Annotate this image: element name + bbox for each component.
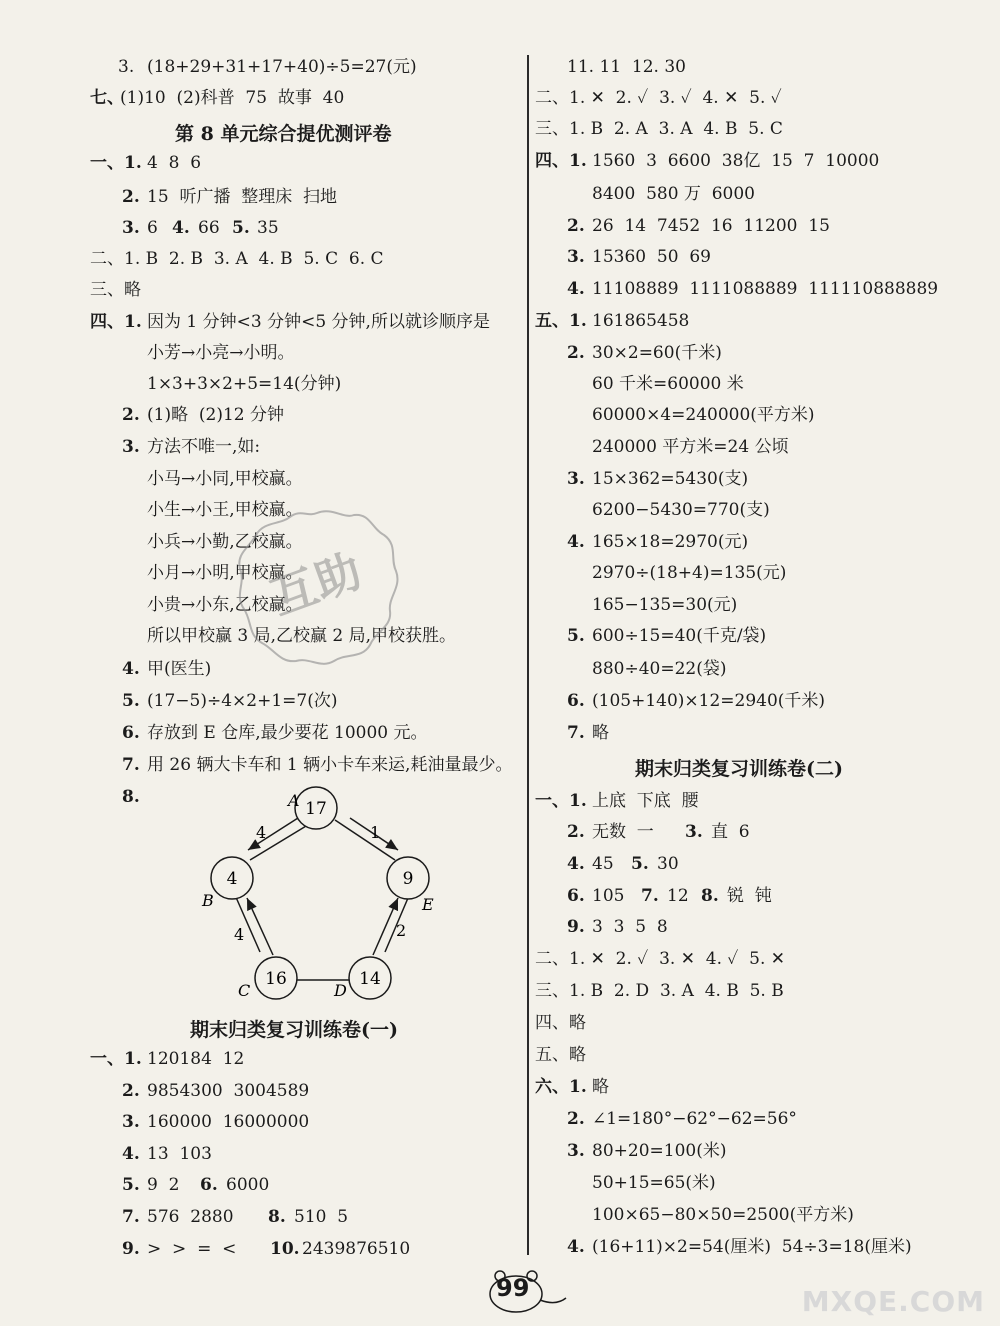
answer-text: 因为 1 分钟<3 分钟<5 分钟,所以就诊顺序是 — [147, 312, 490, 332]
answer-line: 三、1. B 2. D 3. A 4. B 5. B — [535, 981, 784, 1001]
answer-text: 略 — [592, 723, 609, 743]
answer-line: 五、略 — [535, 1045, 586, 1065]
answer-text: > > = < — [147, 1239, 237, 1259]
answer-text: 13 103 — [147, 1144, 212, 1164]
answer-num: 4. — [122, 1144, 140, 1164]
answer-text: 26 14 7452 16 11200 15 — [592, 216, 830, 236]
answer-num: 2. — [567, 1109, 585, 1129]
answer-num: 3. — [567, 1141, 585, 1161]
answer-text: 6 — [147, 218, 158, 238]
answer-num: 5. — [122, 691, 140, 711]
answer-line: 二、1. ✕ 2. ✓ 3. ✓ 4. ✕ 5. ✓ — [535, 88, 782, 108]
answer-text: 用 26 辆大卡车和 1 辆小卡车来运,耗油量最少。 — [147, 755, 513, 775]
pentagon-diagram — [190, 780, 450, 1000]
answer-text: (16+11)×2=54(厘米) 54÷3=18(厘米) — [592, 1237, 912, 1257]
answer-num: 3. — [122, 437, 140, 457]
section-num: 五、1. — [535, 311, 587, 331]
answer-text: 510 5 — [294, 1207, 349, 1227]
answer-num: 9. — [122, 1239, 140, 1259]
answer-num: 4. — [567, 279, 585, 299]
answer-text: 略 — [592, 1077, 609, 1097]
column-divider — [527, 55, 529, 1255]
answer-text: 1560 3 6600 38亿 15 7 10000 — [592, 151, 880, 171]
edge-A-E — [335, 820, 395, 860]
answer-text: 9854300 3004589 — [147, 1081, 310, 1101]
answer-text: 165×18=2970(元) — [592, 532, 749, 552]
match-line: 小马→小同,甲校赢。 — [147, 469, 303, 489]
answer-text: 2970÷(18+4)=135(元) — [592, 563, 787, 583]
match-line: 所以甲校赢 3 局,乙校赢 2 局,甲校获胜。 — [147, 626, 457, 646]
answer-text: 600÷15=40(千克/袋) — [592, 626, 767, 646]
answer-text: 8400 580 万 6000 — [592, 184, 755, 204]
answer-num: 5. — [631, 854, 649, 874]
answer-text: 锐 钝 — [727, 886, 772, 906]
section-num: 一、1. — [90, 153, 142, 173]
answer-line: 三、略 — [90, 280, 141, 300]
answer-text: 240000 平方米=24 公顷 — [592, 437, 789, 457]
answer-num: 2. — [567, 822, 585, 842]
answer-text: 100×65−80×50=2500(平方米) — [592, 1205, 854, 1225]
answer-num: 6. — [567, 886, 585, 906]
answer-text: 66 — [198, 218, 220, 238]
answer-text: 60000×4=240000(平方米) — [592, 405, 815, 425]
section-title-final-review-1: 期末归类复习训练卷(一) — [190, 1019, 398, 1041]
answer-text: 165−135=30(元) — [592, 595, 738, 615]
answer-text: ∠1=180°−62°−62=56° — [592, 1109, 797, 1129]
arrow-D-to-E — [373, 898, 398, 955]
node-value: 16 — [265, 969, 287, 989]
answer-text: 小芳→小亮→小明。 — [147, 343, 295, 363]
answer-text: 105 — [592, 886, 625, 906]
answer-text: 2439876510 — [302, 1239, 411, 1259]
answer-num: 3. — [567, 469, 585, 489]
node-value: 17 — [305, 799, 327, 819]
answer-text: 15360 50 69 — [592, 247, 711, 267]
section-num: 四、1. — [535, 151, 587, 171]
answer-num: 7. — [122, 1207, 140, 1227]
node-label: A — [288, 791, 300, 810]
answer-text: 方法不唯一,如: — [147, 437, 261, 457]
answer-num: 4. — [122, 659, 140, 679]
answer-line: 二、1. ✕ 2. ✓ 3. ✕ 4. ✓ 5. ✕ — [535, 949, 786, 969]
answer-text: 15×362=5430(支) — [592, 469, 749, 489]
answer-text: 45 — [592, 854, 614, 874]
answer-line: 11. 11 12. 30 — [567, 57, 686, 77]
node-label: C — [238, 981, 251, 1000]
answer-num: 8. — [122, 787, 140, 807]
answer-text: 80+20=100(米) — [592, 1141, 727, 1161]
answer-text: 880÷40=22(袋) — [592, 659, 727, 679]
section-title-unit8: 第 8 单元综合提优测评卷 — [175, 123, 392, 145]
answer-text: (18+29+31+17+40)÷5=27(元) — [147, 57, 417, 77]
answer-num: 2. — [567, 216, 585, 236]
page-number-badge — [478, 1268, 578, 1318]
answer-text: (1)略 (2)12 分钟 — [147, 405, 285, 425]
node-value: 14 — [359, 969, 381, 989]
answer-text: 50+15=65(米) — [592, 1173, 716, 1193]
stamp-seal — [232, 505, 402, 670]
answer-text: 无数 一 — [592, 822, 654, 842]
answer-num: 6. — [567, 691, 585, 711]
answer-text: 161865458 — [592, 311, 690, 331]
answer-text: 9 2 — [147, 1175, 180, 1195]
section-num: 一、1. — [90, 1049, 142, 1069]
answer-num: 2. — [122, 1081, 140, 1101]
edge-label: 2 — [396, 921, 407, 940]
section-num: 一、1. — [535, 791, 587, 811]
answer-text: 存放到 E 仓库,最少要花 10000 元。 — [147, 723, 428, 743]
answer-text: 120184 12 — [147, 1049, 245, 1069]
edge-label: 4 — [256, 823, 267, 842]
arrow-C-to-B — [247, 898, 273, 955]
node-label: E — [422, 895, 434, 914]
answer-line: 二、1. B 2. B 3. A 4. B 5. C 6. C — [90, 249, 384, 269]
svg-text:互助: 互助 — [263, 543, 369, 626]
answer-text: 160000 16000000 — [147, 1112, 310, 1132]
answer-num: 6. — [122, 723, 140, 743]
answer-num: 7. — [567, 723, 585, 743]
match-line: 小贵→小东,乙校赢。 — [147, 595, 303, 615]
answer-text: 6200−5430=770(支) — [592, 500, 770, 520]
edge-label: 4 — [234, 925, 245, 944]
section-title-final-review-2: 期末归类复习训练卷(二) — [635, 758, 843, 780]
answer-num: 4. — [567, 854, 585, 874]
answer-text: (1)10 (2)科普 75 故事 40 — [120, 88, 345, 108]
answer-num: 4. — [172, 218, 190, 238]
answer-line: 四、略 — [535, 1013, 586, 1033]
match-line: 小兵→小勤,乙校赢。 — [147, 532, 303, 552]
edge-label: 1 — [370, 823, 381, 842]
answer-text: 576 2880 — [147, 1207, 234, 1227]
answer-num: 2. — [122, 405, 140, 425]
answer-num: 2. — [122, 187, 140, 207]
node-value: 9 — [402, 869, 414, 889]
node-label: D — [334, 981, 347, 1000]
answer-text: 6000 — [226, 1175, 270, 1195]
answer-num: 4. — [567, 532, 585, 552]
watermark-logo: MXQE.COM — [801, 1285, 985, 1318]
answer-num: 9. — [567, 917, 585, 937]
answer-num: 7. — [122, 755, 140, 775]
node-value: 4 — [226, 869, 238, 889]
answer-text: 15 听广播 整理床 扫地 — [147, 187, 338, 207]
answer-text: 直 6 — [711, 822, 750, 842]
answer-num: 4. — [567, 1237, 585, 1257]
answer-text: 上底 下底 腰 — [592, 791, 699, 811]
answer-num: 8. — [701, 886, 719, 906]
match-line: 小生→小王,甲校赢。 — [147, 500, 303, 520]
answer-num: 3. — [685, 822, 703, 842]
answer-text: 12 — [667, 886, 689, 906]
answer-text: 1×3+3×2+5=14(分钟) — [147, 374, 342, 394]
answer-text: 4 8 6 — [147, 153, 202, 173]
answer-text: 3 3 5 8 — [592, 917, 668, 937]
section-num: 七、 — [90, 88, 124, 108]
node-label: B — [202, 891, 214, 910]
answer-num: 10. — [270, 1239, 300, 1259]
answer-text: 11108889 1111088889 111110888889 — [592, 279, 939, 299]
answer-num: 3. — [122, 1112, 140, 1132]
answer-text: (17−5)÷4×2+1=7(次) — [147, 691, 338, 711]
answer-text: 30×2=60(千米) — [592, 343, 722, 363]
answer-num: 2. — [567, 343, 585, 363]
answer-text: 30 — [657, 854, 679, 874]
answer-text: 甲(医生) — [147, 659, 212, 679]
match-line: 小月→小明,甲校赢。 — [147, 563, 303, 583]
answer-text: 35 — [257, 218, 279, 238]
answer-num: 5. — [122, 1175, 140, 1195]
answer-num: 5. — [232, 218, 250, 238]
answer-num: 3. — [567, 247, 585, 267]
answer-text: (105+140)×12=2940(千米) — [592, 691, 826, 711]
answer-line: 三、1. B 2. A 3. A 4. B 5. C — [535, 119, 783, 139]
answer-num: 3. — [118, 57, 135, 77]
section-num: 四、1. — [90, 312, 142, 332]
answer-num: 8. — [268, 1207, 286, 1227]
page-number: 99 — [496, 1274, 530, 1302]
answer-num: 3. — [122, 218, 140, 238]
answer-num: 7. — [641, 886, 659, 906]
answer-text: 60 千米=60000 米 — [592, 374, 744, 394]
answer-num: 6. — [200, 1175, 218, 1195]
answer-num: 5. — [567, 626, 585, 646]
section-num: 六、1. — [535, 1077, 587, 1097]
